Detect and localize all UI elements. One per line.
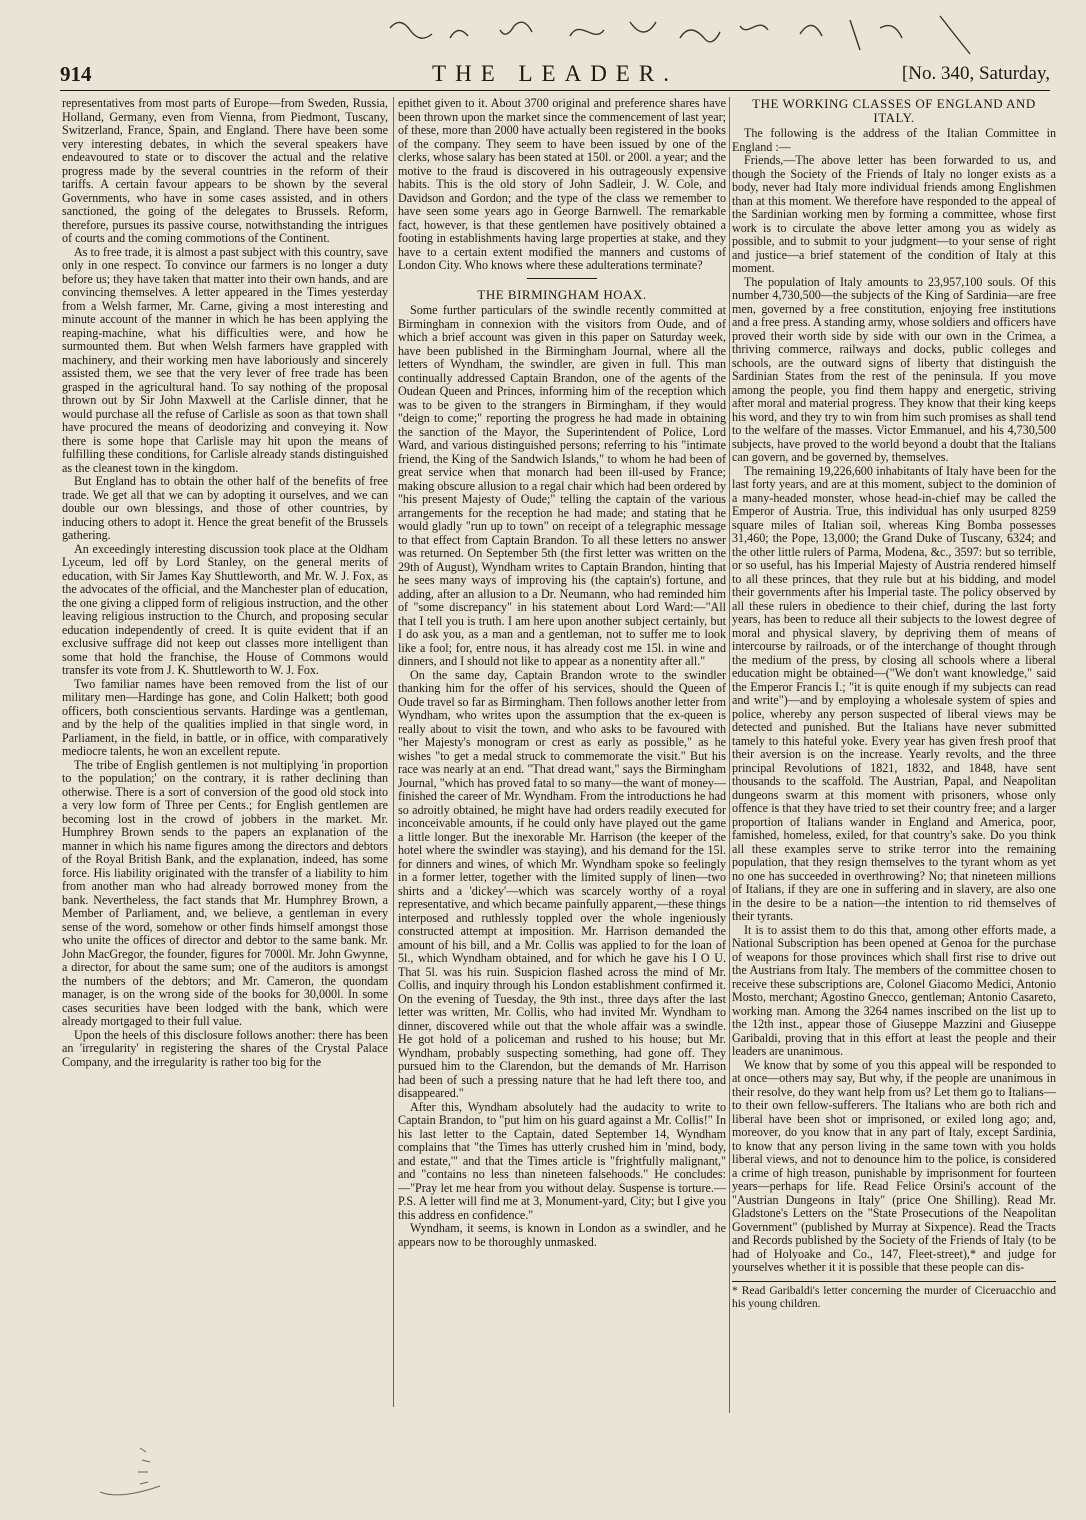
article-paragraph: The tribe of English gentlemen is not multiplying 'in proportion to the population;' on the contrary, it is rather declining than otherwise. There is a sort of conversion of the good old stock into a very low form of Three per Cents.; for English gentlemen are becoming lost in the crowd of jobbers in the market. Mr. Humphrey Brown sends to the papers an explanation of the manner in which his name figures among the directors and debtors of the Royal British Bank, and the explanation, indeed, has some force. His liability originated with the transfer of a liability to him from another man who had already borrowed money from the bank. Nevertheless, the fact stands that Mr. Humphrey Brown, a Member of Parliament, and, we believe, a gentleman in every sense of the word, somehow or other finds himself amongst those who unite the offices of director and debtor to the same bank. Mr. John MacGregor, the founder, figures for 7000l. Mr. John Gwynne, a director, for about the same sum; one of the auditors is amongst the numbers of the debtors; and Mr. Cameron, the quondam manager, is on the wrong side of the books for 30,000l. In some cases securities have been lodged with the bank, which were already mortgaged to their full value. (62, 757, 388, 1028)
article-paragraph: As to free trade, it is almost a past subject with this country, save only in one respect. To convince our farmers is no longer a duty before us; they have taken that matter into their own hands, and are convincing themselves. A letter appeared in the Times yesterday from a Welsh farmer, Mr. Carne, giving a most interesting and minute account of the manner in which he has been applying the reaping-machine, what his difficulties were, and how he surmounted them. But when Welsh farmers have grappled with machinery, and their working men have laboriously and sincerely assisted them, we see that the very lever of free trade has been grasped in the agricultural hand. To say nothing of the proposal thrown out by Sir John Maxwell at the Carlisle dinner, that he would purchase all the refuse of Carlisle as soon as that town shall have procured the means of deodorizing and conveying it. Now there is some hope that Carlisle may hit upon the means of fulfilling these conditions, for Carlisle already stands distinguished as the cleanest town in the kingdom. (62, 244, 388, 475)
column-rule-right (729, 97, 730, 1413)
footnote: * Read Garibaldi's letter concerning the murder of Ciceruacchio and his young children. (732, 1281, 1056, 1311)
article-paragraph: Wyndham, it seems, is known in London as a swindler, and he appears now to be thoroughly unmasked. (398, 1221, 726, 1249)
article-paragraph: We know that by some of you this appeal will be responded to at once—others may say, But why, if the people are unanimous in their resolve, do they want help from us? Let them go to Italians—to their own fellow-sufferers. The Italians who are both rich and liberal have been shot or imprisoned, or exiled long ago; and, moreover, do you know that in any part of Italy, except Sardinia, to know that any person living in the same town with you holds liberal views, and not to denounce him to the police, is considered a crime of high treason, punishable by imprisonment for fourteen years—perhaps for life. Read Felice Orsini's account of the "Austrian Dungeons in Italy" (price One Shilling). Read Mr. Gladstone's Letters on the "State Prosecutions of the Neapolitan Government" (published by Murray at Sixpence). Read the Tracts and Records published by the Society of the Friends of Italy (to be had of Holyoake and Co., 147, Fleet-street),* and judge for yourselves whether it it is possible that these people can dis- (732, 1057, 1056, 1274)
article-paragraph: representatives from most parts of Europe—from Sweden, Russia, Holland, Germany, even from Vienna, from Piedmont, Tuscany, Switzerland, France, Spain, and England. There have been some very interesting debates, in which the several speakers have endeavoured to state or to discover the actual and the relative progress made by the several countries in the reform of their tariffs. A certain favour appears to be shown by the several Governments, who have in some cases assisted, and in others sanctioned, the going of the delegates to Brussels. Reform, therefore, pursues its passive course, notwithstanding the intrigues of courts and the coming commotions of the Continent. (62, 97, 388, 245)
issue-info: [No. 340, Saturday, (901, 63, 1050, 84)
article-paragraph: Friends,—The above letter has been forwarded to us, and though the Society of the Friends of Italy no longer exists as a body, never had Italy more individual friends among Englishmen than at this moment. We therefore have responded to the appeal of the Sardinian working men by forming a committee, whose first work is to circulate the above letter among you as widely as possible, and to submit to your judgment—to your sense of right and justice—a brief statement of the condition of Italy at this moment. (732, 153, 1056, 275)
article-paragraph: Upon the heels of this disclosure follows another: there has been an 'irregularity' in registering the shares of the Crystal Palace Company, and the irregularity is rather too big for the (62, 1027, 388, 1069)
article-paragraph: On the same day, Captain Brandon wrote to the swindler thanking him for the offer of his services, should the Queen of Oude travel so far as Birmingham. Then follows another letter from Wyndham, who writes upon the assumption that the ex-queen is really about to visit the town, and who asks to be favoured with "her Majesty's monogram or crest as early as possible," as he wishes "to get a medal struck to commemorate the visit." But his race was nearly at an end. "That dread want," says the Birmingham Journal, "which has proved fatal to so many—the want of money—finished the career of Mr. Wyndham. From the introductions he had so adroitly obtained, he might have had orders readily executed for inconceivable amounts, if he could only have played out the game a little longer. But the inexorable Mr. Harrison (the keeper of the hotel where the swindler was staying), and his demand for the 15l. for dinners and wines, of which Mr. Wyndham spoke so feelingly in a former letter, together with the limited supply of linen—two shirts and a 'dickey'—which was scarcely worthy of a royal representative, and which became painfully apparent,—these things interposed and ruthlessly toppled over the whole ingeniously constructed attempt at imposition. Mr. Harrison demanded the amount of his bill, and a Mr. Collis was applied to for the loan of 5l., which Wyndham obtained, and for which he gave his I O U. That 5l. was his ruin. Suspicion flashed across the mind of Mr. Collis, and inquiry through his London establishment confirmed it. On the evening of Tuesday, the 9th inst., three days after the last letter was written, Mr. Collis, who had invited Mr. Wyndham to dinner, discovered while out that the whole affair was a swindle. He got hold of a policeman and rushed to his house; but Mr. Wyndham, probably suspecting something, had gone off. They pursued him to the Clarendon, but the demands of Mr. Harrison had been of such a pressing nature that he had left there too, and disappeared." (398, 667, 726, 1100)
article-paragraph: An exceedingly interesting discussion took place at the Oldham Lyceum, led off by Lord Stanley, on the general merits of education, with Sir James Kay Shuttleworth, and Mr. W. J. Fox, as the advocates of the official, and the Manchester plan of education, the one giving a clipped form of religious instruction, and the other leaving religious instruction to the Church, and proposing secular education independently of creed. It is quite evident that if an exclusive suffrage did not keep out classes more intelligent than some that hold the franchise, the House of Commons would transfer its vote from J. K. Shuttleworth to W. J. Fox. (62, 541, 388, 677)
article-paragraph: The following is the address of the Italian Committee in England :— (732, 126, 1056, 154)
section-heading-birmingham-hoax: THE BIRMINGHAM HOAX. (477, 286, 647, 302)
column-1 (62, 97, 388, 1409)
article-paragraph: It is to assist them to do this that, among other efforts made, a National Subscription has been opened at Genoa for the purchase of weapons for those provinces which shall first rise to drive out the Austrians from Italy. The members of the committee chosen to receive these subscriptions are, Colonel Giacomo Medici, Antonio Mosto, merchant; Agostino Gnecco, gentleman; Antonio Casareto, working man. Among the 3264 names inscribed on the list up to the 12th inst., appear those of Giuseppe Mazzini and Giuseppe Garibaldi, proving that in this effort at least the people and their leaders are unanimous. (732, 922, 1056, 1058)
page-header (60, 60, 1050, 91)
article-paragraph: Two familiar names have been removed from the list of our military men—Hardinge has gone, and Colin Halkett; both good officers, both conscientious servants. Hardinge was a gentleman, and by the help of the qualities implied in that single word, in Parliament, in the field, in battle, or in office, with comparatively mediocre talents, he won an excellent repute. (62, 676, 388, 758)
newspaper-title: THE LEADER. (432, 61, 678, 86)
article-paragraph: The remaining 19,226,600 inhabitants of Italy have been for the last forty years, and are at this moment, subject to the dominion of a many-headed monster, whose head-in-chief may be called the Emperor of Austria. True, this individual has only usurped 8259 square miles of Italian soil, whereas King Bomba possesses 31,460; the Pope, 13,000; the Grand Duke of Tuscany, 6324; and the other little rulers of Parma, Modena, &c., 3597: but so terrible, or so useful, has his Imperial Majesty of Austria rendered himself to all these princes, that they rule but at his bidding, and model their governments after his Imperial taste. The policy observed by all these rulers in obedience to their chief, during the last forty years, has been to reduce all their subjects to the lowest degree of moral and physical slavery, by depriving them of means of intercourse by railroads, or of the interchange of thought through the medium of the press, by closing all schools where a liberal education might be obtained—("We don't want knowledge," said the Emperor Francis I.; "it is quite enough if my subjects can read and write")—and by employing a wholesale system of spies and police, whereby any person suspected of liberal views may be detected and punished. But the Italians have never submitted tamely to this hateful yoke. Every year has given fresh proof that their aversion is on the increase. Yearly revolts, and the three principal Revolutions of 1821, 1832, and 1848, have sent thousands to the scaffold. The Austrian, Papal, and Neapolitan dungeons swarm at this moment with prisoners, whose only offence is that they have tried to set their country free; and a larger proportion of Italians wander in England and America, poor, famished, homeless, exiled, for that country's sake. Do you think all these examples serve to strike terror into the remaining population, that they resign themselves to the tyrant whom as yet no one has succeeded in overthrowing? No; that nineteen millions of Italians, if they are one in suffering and in slavery, are also one in the desire to be a nation—the intention to rid themselves of their tyrants. (732, 463, 1056, 923)
handwritten-scribble-mark (380, 8, 1000, 60)
column-2 (398, 97, 726, 1415)
article-paragraph: The population of Italy amounts to 23,957,100 souls. Of this number 4,730,500—the subjects of the King of Sardinia—are free men, governed by a free constitution, enjoying free institutions and a free press. A standing army, whose soldiers and officers have proved their worth side by side with our own in the Crimea, a thriving commerce, railways and docks, public colleges and schools, are the outward signs of liberty that distinguish the Sardinian States from the rest of the peninsula. If you move among the people, you find them happy and energetic, striving after moral and material progress. They know that their king keeps his word, and they try to win from him such promises as shall tend to the welfare of the masses. Victor Emmanuel, and his 4,730,500 subjects, have proved to the world beyond a doubt that the Italians can govern, and be governed by, themselves. (732, 274, 1056, 464)
column-3 (732, 97, 1056, 1442)
section-divider (527, 278, 597, 279)
page-number: 914 (60, 62, 92, 86)
page-margin-marks (80, 1440, 180, 1500)
column-rule-left (393, 97, 394, 1407)
section-heading-working-classes: THE WORKING CLASSES OF ENGLAND AND ITALY. (752, 97, 1036, 125)
article-paragraph: epithet given to it. About 3700 original and preference shares have been thrown upon the market since the commencement of last year; of these, more than 2000 have actually been registered in the books of the company. They seem to have been issued by one of the clerks, whose salary has been stated at 150l. or 200l. a year; and the motive to the fraud is discovered in his outrageously expensive habits. This is the old story of John Sadleir, J. W. Cole, and Davidson and Gordon; and the type of the class we remember to have seen some years ago in George Barnwell. The remarkable fact, however, is that these gentlemen have positively obtained a footing in establishments having large properties at stake, and they have to a certain extent modified the manners and customs of London City. Who knows where these adulterations terminate? (398, 97, 726, 272)
article-paragraph: After this, Wyndham absolutely had the audacity to write to Captain Brandon, to "put him on his guard against a Mr. Collis!" In his last letter to the Captain, dated September 14, Wyndham complains that "the Times has utterly crushed him in 'mind, body, and estate,'" and that the Times article is "frightfully malignant," and "contains no less than nineteen falsehoods." He concludes:—"Pray let me hear from you without delay. Suspense is torture.—P.S. A letter will find me at 3, Monument-yard, City; but I give you this address en confidence." (398, 1099, 726, 1222)
article-paragraph: But England has to obtain the other half of the benefits of free trade. We get all that we can by adopting it ourselves, and we can double our own blessings, and those of other countries, by inducing others to adopt it. Hence the great benefit of the Brussels gathering. (62, 474, 388, 542)
article-paragraph: Some further particulars of the swindle recently committed at Birmingham in connexion with the visitors from Oude, and of which a brief account was given in this paper on Saturday week, have been published in the Birmingham Journal, where all the letters of Wyndham, the swindler, are given in full. This man continually addressed Captain Brandon, one of the agents of the Oudean Queen and Princes, informing him of the reception which was to be given to the strangers in Birmingham, if they would "deign to come;" reporting the progress he had made in obtaining the sanction of the Mayor, the Superintendent of Police, Lord Ward, and various distinguished persons; referring to his "intimate friend, the King of the Sandwich Islands," to whom he had been of great service when that monarch had been ill-used by France; making obscure allusion to a regal chair which had been ordered by "his present Majesty of Oude;" telling the captain of the various arrangements for the reception he had made; and stating that he would gladly "run up to town" on receipt of a telegraphic message to that effect from Captain Brandon. To all these letters no answer was returned. On September 5th (the first letter was written on the 29th of August), Wyndham writes to Captain Brandon, hinting that he sees many ways of improving his (the captain's) fortune, and adding, after an allusion to a Dr. Neumann, who had reminded him of "some discrepancy" in his statement about Lord Ward:—"All that I tell you is truth. I am here upon another subject certainly, but I do ask you, as a man and a gentleman, not to suffer me to look like a fool; for, entre nous, it has already cost me 15l. in wine and dinners, and I should not like to appear as a nonentity after all." (398, 303, 726, 668)
